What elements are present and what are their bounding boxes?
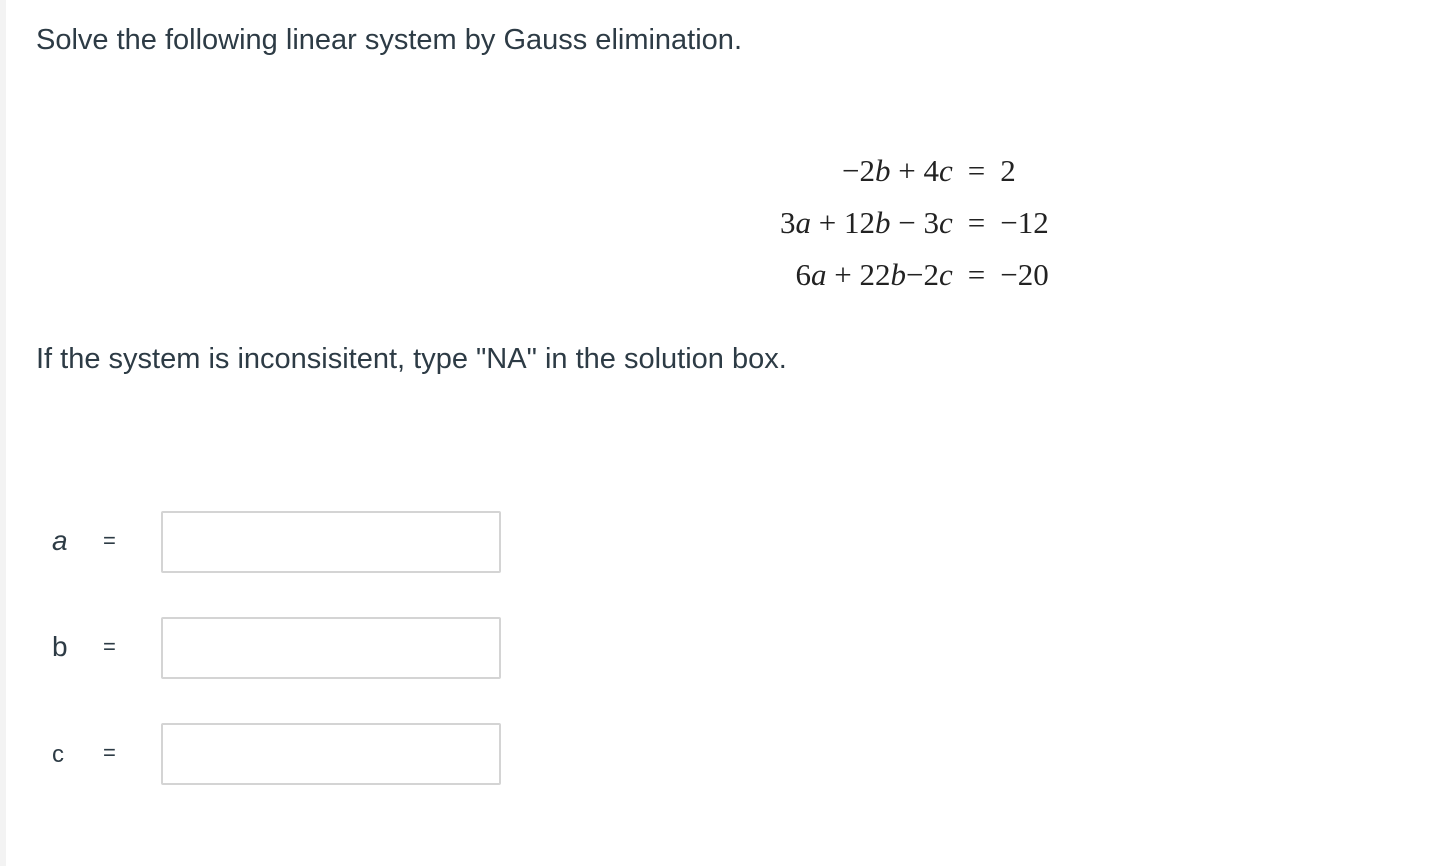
- answer-variable-label: b: [52, 631, 68, 662]
- equation-equals: =: [967, 257, 986, 292]
- answer-input-b[interactable]: [161, 617, 501, 679]
- equation-rhs: 2: [1000, 153, 1016, 188]
- equation-system: [780, 145, 1049, 301]
- answer-equals-sign: =: [103, 740, 116, 765]
- equation-lhs: 6a + 22b−2c: [795, 257, 953, 292]
- answer-equals-sign: =: [103, 634, 116, 659]
- answer-row-c: [0, 723, 520, 789]
- answer-input-a[interactable]: [161, 511, 501, 573]
- answer-equals-sign: =: [103, 528, 116, 553]
- answer-row-b: [0, 617, 520, 683]
- question-instruction: Solve the following linear system by Gauss elimination.: [36, 24, 742, 56]
- equation-rhs: −12: [1000, 205, 1049, 240]
- equation-rhs: −20: [1000, 257, 1049, 292]
- answer-variable-label: c: [52, 741, 64, 768]
- equation-equals: =: [967, 153, 986, 188]
- equation-lhs: −2b + 4c: [842, 153, 953, 188]
- equation-row: [780, 249, 1049, 301]
- equation-row: [780, 145, 1049, 197]
- answer-input-c[interactable]: [161, 723, 501, 785]
- equation-equals: =: [967, 205, 986, 240]
- equation-table: [780, 145, 1049, 301]
- equation-lhs: 3a + 12b − 3c: [780, 205, 953, 240]
- answer-row-a: [0, 511, 520, 577]
- question-note: If the system is inconsisitent, type "NA" in the solution box.: [36, 343, 787, 375]
- answer-variable-label: a: [52, 525, 68, 556]
- equation-row: [780, 197, 1049, 249]
